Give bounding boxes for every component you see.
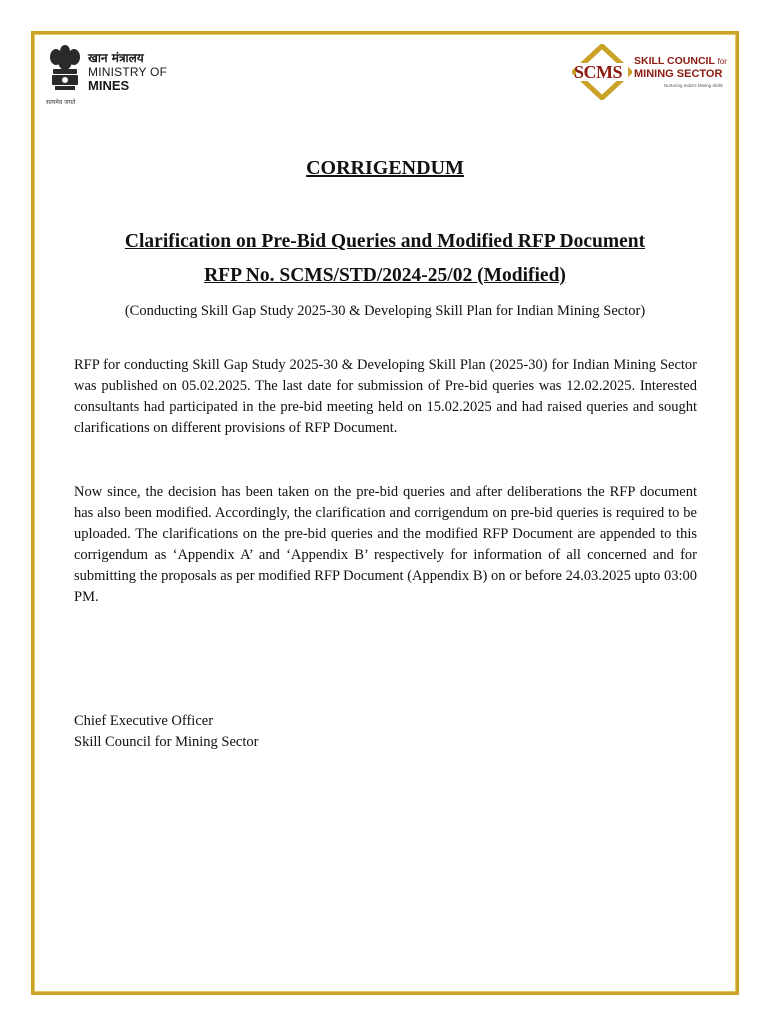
ministry-name-line1: MINISTRY OF (88, 65, 168, 79)
ministry-of-mines-logo (46, 43, 186, 107)
document-heading: Clarification on Pre-Bid Queries and Modified RFP Document (124, 231, 646, 252)
scms-tagline: Nurturing India's Mining Skills (664, 83, 723, 88)
signatory-title: Chief Executive Officer (74, 713, 214, 729)
body-paragraph-1: RFP for conducting Skill Gap Study 2025-30 & Developing Skill Plan (2025-30) for Indian Mining Sector was published on 05.02.2025. The last date for submission of Pre-bid queries was 12.02.2025. Interested consultants had participated in the pre-bid meeting held on 15.02.2025 and had raised queries and sought clarifications on different provisions of RFP Document. (74, 357, 697, 436)
scms-name-line2: MINING SECTOR (634, 68, 723, 80)
national-emblem-icon (46, 43, 84, 105)
body-paragraph-2: Now since, the decision has been taken on the pre-bid queries and after deliberations the RFP document has also been modified. Accordingly, the clarification and corrigendum on pre-bid queries is required to be uploaded. The clarifications on the pre-bid queries and the modified RFP Document are appended to this corrigendum as ‘Appendix A’ and ‘Appendix B’ respectively for information of all concerned and for submitting the proposals as per modified RFP Document (Appendix B) on or before 24.03.2025 upto 03:00 PM. (74, 484, 697, 605)
emblem-motto: सत्यमेव जयते (46, 99, 76, 106)
ministry-hindi-name: खान मंत्रालय (88, 51, 144, 65)
document-subtitle: (Conducting Skill Gap Study 2025-30 & Developing Skill Plan for Indian Mining Sector) (124, 303, 646, 319)
scms-name-line1: SKILL COUNCIL for (634, 55, 727, 67)
rfp-number: RFP No. SCMS/STD/2024-25/02 (Modified) (204, 265, 566, 286)
scms-abbrev: SCMS (574, 62, 623, 82)
document-title: CORRIGENDUM (306, 157, 464, 179)
scms-logo (572, 44, 727, 100)
ministry-name-line2: MINES (88, 78, 130, 93)
signatory-organization: Skill Council for Mining Sector (74, 734, 259, 750)
